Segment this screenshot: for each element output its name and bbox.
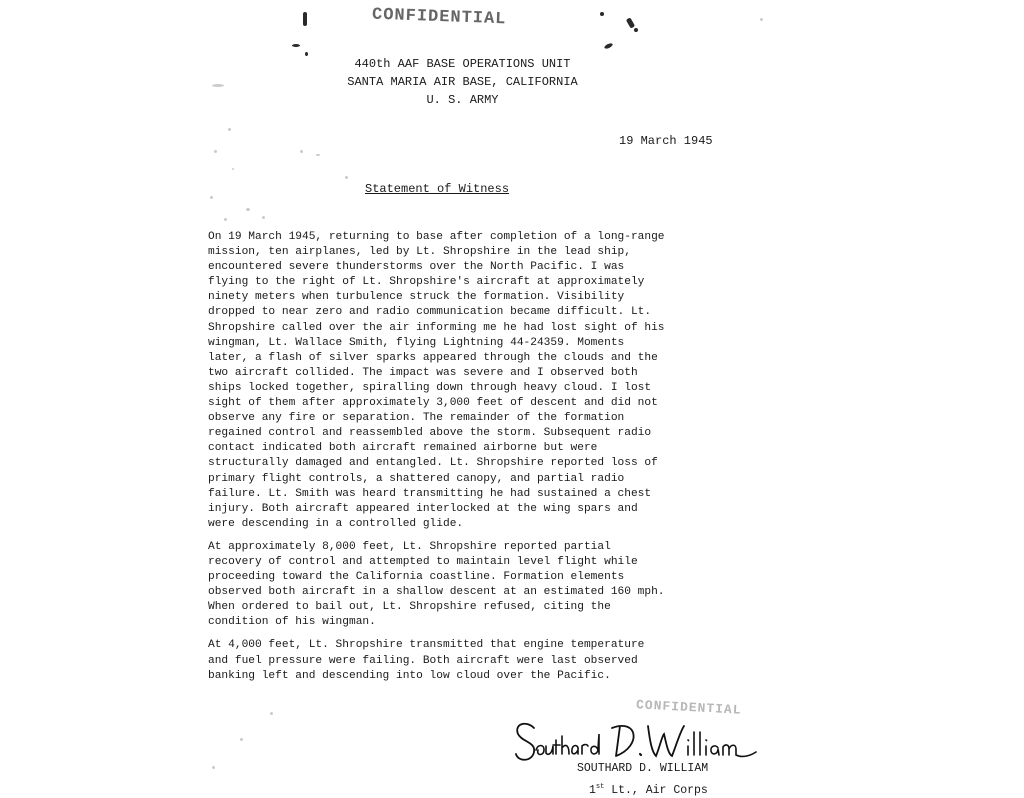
statement-body — [208, 230, 733, 692]
smudge — [262, 216, 265, 219]
smudge — [240, 738, 243, 741]
speck — [292, 44, 300, 47]
smudge — [214, 150, 217, 153]
paragraph-3: At 4,000 feet, Lt. Shropshire transmitted that engine temperature and fuel pressure were failing. Both aircraft were last observed banking left and descending into low cloud over the Pacific. — [208, 639, 645, 682]
speck — [604, 42, 614, 49]
signatory-name: SOUTHARD D. WILLIAM — [577, 762, 709, 775]
smudge — [246, 208, 250, 211]
smudge — [224, 218, 227, 221]
speck — [303, 12, 307, 26]
smudge — [270, 712, 273, 715]
confidential-stamp-top: CONFIDENTIAL — [371, 5, 507, 30]
smudge — [760, 18, 763, 21]
signatory-rank — [589, 783, 708, 798]
smudge — [212, 84, 224, 87]
document-date: 19 March 1945 — [619, 134, 713, 148]
handwritten-signature — [512, 712, 762, 768]
letterhead-army: U. S. ARMY — [426, 93, 499, 107]
paragraph-1: On 19 March 1945, returning to base after completion of a long-range mission, ten airplanes, led by Lt. Shropshire in the lead ship, encountered severe thunderstorms over the North Pacific. I was flying to the right of Lt. Shropshire's aircraft at approximately ninety meters when turbulence struck the formation. Visibility dropped to near zero and radio communication became difficult. Lt. Shropshire called over the air informing me he had lost sight of his wingman, Lt. Wallace Smith, flying Lightning 44-24359. Moments later, a flash of silver sparks appeared through the clouds and the two aircraft collided. The impact was severe and I observed both ships locked together, spiralling down through heavy cloud. I lost sight of them after approximately 3,000 feet of descent and did not observe any fire or separation. The remainder of the formation regained control and reassembled above the storm. Subsequent radio contact indicated both aircraft remained airborne but were structurally damaged and entangled. Lt. Shropshire reported loss of primary flight controls, a shattered canopy, and partial radio failure. Lt. Smith was heard transmitting he had sustained a chest injury. Both aircraft appeared interlocked at the wing spars and were descending in a controlled glide. — [208, 231, 665, 530]
confidential-stamp-bottom: CONFIDENTIAL — [635, 697, 742, 718]
smudge — [316, 154, 320, 156]
smudge — [210, 196, 213, 199]
smudge — [228, 128, 231, 131]
speck — [600, 12, 604, 16]
letterhead — [290, 55, 635, 109]
rank-ordinal: st — [595, 783, 605, 792]
smudge — [345, 176, 348, 179]
letterhead-unit: 440th AAF BASE OPERATIONS UNIT — [354, 57, 571, 71]
paragraph-2: At approximately 8,000 feet, Lt. Shropshire reported partial recovery of control and attempted to maintain level flight while proceeding toward the California coastline. Formation elements observed both aircraft in a shallow descent at an estimated 160 mph. When ordered to bail out, Lt. Shropshire refused, citing the condition of his wingman. — [208, 540, 665, 629]
smudge — [300, 150, 303, 153]
smudge — [232, 168, 234, 170]
speck — [634, 28, 638, 32]
letterhead-base: SANTA MARIA AIR BASE, CALIFORNIA — [347, 75, 578, 89]
rank-number: 1 — [589, 784, 596, 797]
smudge — [212, 766, 215, 769]
rank-title: Lt., Air Corps — [604, 784, 708, 797]
speck — [626, 17, 635, 28]
document-title: Statement of Witness — [365, 182, 510, 196]
